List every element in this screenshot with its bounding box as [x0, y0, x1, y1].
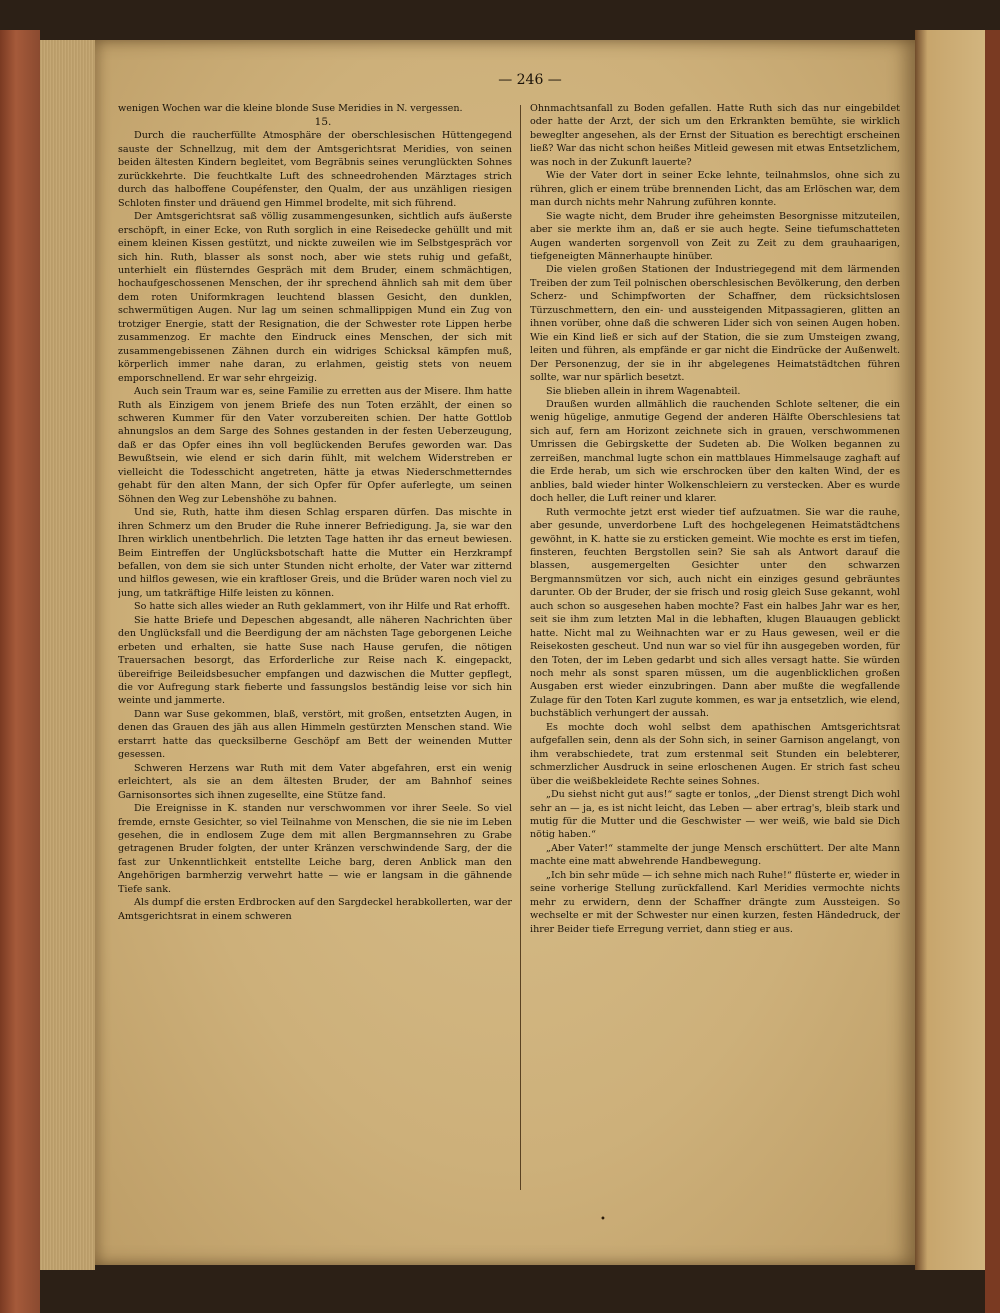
paragraph: Auch sein Traum war es, seine Familie zu erretten aus der Misere. Ihm hatte Ruth als Einzigem von jenem Briefe des nun Toten erzählt, der einen so schweren Kummer für den Vater vorzubereiten schien. Der hatte Gottlob ahnungslos an dem Sarge des Sohnes gestanden in der festen Ueberzeugung, daß er das Opfer eines ihn voll beglückenden Berufes geworden war. Das Bewußtsein, wie elend er sich darin fühlt, mit welchem Widerstreben er vielleicht die Todesschicht angetreten, hätte ja etwas Niederschmetterndes gehabt für den alten Mann, der sich Opfer für Opfer auferlegte, um seinen Söhnen den Weg zur Lebenshöhe zu bahnen. [118, 386, 512, 505]
paragraph: „Du siehst nicht gut aus!“ sagte er tonlos, „der Dienst strengt Dich wohl sehr an — ja, es ist nicht leicht, das Leben — aber ertrag's, bleib stark und mutig für die Mutter und die Geschwister — wer weiß, wie bald sie Dich nötig haben.“ [530, 789, 900, 841]
paragraph: Die vielen großen Stationen der Industriegegend mit dem lärmenden Treiben der zum Teil polnischen oberschlesischen Bevölkerung, den derben Scherz- und Schimpfworten der Schaffner, dem rücksichtslosen Türzuschmettern, den ein- und aussteigenden Mitpassagieren, glitten an ihnen vorüber, ohne daß die schweren Lider sich von seinen Augen hoben. Wie ein Kind ließ er sich auf der Station, die sie zum Umsteigen zwang, leiten und führen, als empfände er gar nicht die Eindrücke der Außenwelt. Der Personenzug, der sie in ihr abgelegenes Heimatstädtchen führen sollte, war nur spärlich besetzt. [530, 264, 900, 384]
paragraph: Wie der Vater dort in seiner Ecke lehnte, teilnahmslos, ohne sich zu rühren, glich er einem trübe brennenden Licht, das am Erlöschen war, dem man durch nichts mehr Nahrung zuführen konnte. [530, 170, 900, 209]
paragraph: Es mochte doch wohl selbst dem apathischen Amtsgerichtsrat aufgefallen sein, denn als der Sohn sich, in seiner Garnison angelangt, von ihm verabschiedete, trat zum erstenmal seit Stunden ein belebterer, schmerzlicher Ausdruck in seine erloschenen Augen. Er strich fast scheu über die weißbekleidete Rechte seines Sohnes. [530, 721, 900, 787]
paragraph: Ruth vermochte jetzt erst wieder tief aufzuatmen. Sie war die rauhe, aber gesunde, unverdorbene Luft des hochgelegenen Heimatstädtchens gewöhnt, in K. hatte sie zu ersticken gemeint. Wie mochte es erst im tiefen, finsteren, feuchten Bergstollen sein? Sie sah als Antwort darauf die blassen, ausgemergelten Gesichter unter den schwarzen Bergmannsmützen vor sich, auch nicht ein einziges gesund gebräuntes darunter. Ob der Bruder, der sie frisch und rosig gleich Suse gekannt, wohl auch schon so ausgesehen haben mochte? Fast ein halbes Jahr war es her, seit sie ihm zum letzten Mal in die lebhaften, klugen Blauaugen geblickt hatte. Nicht mal zu Weihnachten war er zu Haus gewesen, weil er die Reisekosten gescheut. Und nun war so viel für ihn ausgegeben worden, für den Toten, der im Leben gedarbt und sich alles versagt hatte. Sie würden noch mehr als sonst sparen müssen, um die augenblicklichen großen Ausgaben erst wieder einzubringen. Dann aber mußte die wegfallende Zulage für den Toten Karl zugute kommen, es war ja entsetzlich, wie elend, buchstäblich verhungert der aussah. [530, 506, 900, 720]
book-cover-left-edge [0, 30, 40, 1313]
text-column-right [530, 102, 900, 1212]
paragraph: „Ich bin sehr müde — ich sehne mich nach Ruhe!“ flüsterte er, wieder in seine vorherige Stellung zurückfallend. Karl Meridies vermochte nichts mehr zu erwidern, denn der Schaffner drängte zum Aussteigen. So wechselte er mit der Schwester nur einen kurzen, festen Händedruck, der ihrer Beider tiefe Erregung verriet, dann stieg er aus. [530, 869, 900, 935]
column-opening-text: wenigen Wochen war die kleine blonde Suse Meridies in N. vergessen. [118, 103, 463, 114]
adjacent-page-strip [915, 30, 985, 1270]
paragraph: Durch die raucherfüllte Atmosphäre der oberschlesischen Hüttengegend sauste der Schnellzug, mit dem der Amtsgerichtsrat Meridies, von seinen beiden ältesten Kindern begleitet, vom Begräbnis seines verunglückten Sohnes zurückkehrte. Die feuchtkalte Luft des schneedrohenden Märztages strich durch das halboffene Coupéfenster, den Qualm, der aus unzähligen riesigen Schloten finster und dräuend gen Himmel brodelte, mit sich führend. [118, 130, 512, 209]
paragraph: Als dumpf die ersten Erdbrocken auf den Sargdeckel herabkollerten, war der Amtsgerichtsrat in einem schweren [118, 897, 512, 922]
paragraph: Dann war Suse gekommen, blaß, verstört, mit großen, entsetzten Augen, in denen das Grauen des jäh aus allen Himmeln gestürzten Menschen stand. Wie erstarrt hatte das quecksilberne Geschöpf am Bett der weinenden Mutter gesessen. [118, 708, 512, 761]
paragraph: Der Amtsgerichtsrat saß völlig zusammengesunken, sichtlich aufs äußerste erschöpft, in einer Ecke, von Ruth sorglich in eine Reisedecke gehüllt und mit einem kleinen Kissen gestützt, und nickte zuweilen wie im Selbstgespräch vor sich hin. Ruth, blasser als sonst noch, aber wie stets ruhig und gefaßt, unterhielt ein flüsterndes Gespräch mit dem Bruder, einem schmächtigen, hochaufgeschossenen Menschen, der ihr sprechend ähnlich sah mit dem über dem roten Uniformkragen leuchtend blassen Gesicht, den dunklen, schwermütigen Augen. Nur lag um seinen schmallippigen Mund ein Zug von trotziger Energie, statt der Resignation, die der Schwester rote Lippen herbe zusammenzog. Er machte den Eindruck eines Menschen, der sich mit zusammengebissenen Zähnen durch ein widriges Schicksal kämpfen muß, körperlich immer nahe daran, zu erlahmen, geistig stets von neuem emporschnellend. Er war sehr ehrgeizig. [118, 211, 512, 384]
text-column-left [118, 102, 512, 1212]
column-divider [520, 105, 521, 1190]
page-number: — 246 — [498, 72, 562, 88]
paragraph: Und sie, Ruth, hatte ihm diesen Schlag ersparen dürfen. Das mischte in ihren Schmerz um den Bruder die Ruhe innerer Befriedigung. Ja, sie war den Ihren wirklich unentbehrlich. Die letzten Tage hatten ihr das erneut bewiesen. Beim Eintreffen der Unglücksbotschaft hatte die Mutter ein Herzkrampf befallen, von dem sie sich unter Stunden nicht erholte, der Vater war zitternd und hilflos gewesen, wie ein kraftloser Greis, und die Brüder waren noch viel zu jung, um tatkräftige Hilfe leisten zu können. [118, 507, 512, 599]
paragraph: So hatte sich alles wieder an Ruth geklammert, von ihr Hilfe und Rat erhofft. [134, 601, 511, 613]
column-opening-text: Ohnmachtsanfall zu Boden gefallen. Hatte Ruth sich das nur eingebildet oder hatte der Arzt, der sich um den Erkrankten bemühte, sie wirklich beweglter angesehen, als der Ernst der Situation es berechtigt erscheinen ließ? War das nicht schon heißes Mitleid gewesen mit etwas Entsetzlichem, was noch in der Zukunft lauerte? [530, 103, 900, 168]
paragraph: Sie hatte Briefe und Depeschen abgesandt, alle näheren Nachrichten über den Unglücksfall und die Beerdigung der am nächsten Tage geborgenen Leiche erbeten und erhalten, sie hatte Suse nach Hause gerufen, die nötigen Trauersachen besorgt, das Erforderliche zur Reise nach K. eingepackt, übereifrige Beileidsbesucher empfangen und dazwischen die Mutter gepflegt, die vor Aufregung stark fieberte und fassungslos beständig leise vor sich hin weinte und jammerte. [118, 614, 512, 707]
paragraph: „Aber Vater!“ stammelte der junge Mensch erschüttert. Der alte Mann machte eine matt abwehrende Handbewegung. [530, 842, 900, 868]
ornament-dot: • [600, 1214, 606, 1225]
paragraph: Die Ereignisse in K. standen nur verschwommen vor ihrer Seele. So viel fremde, ernste Gesichter, so viel Teilnahme von Menschen, die sie nie im Leben gesehen, die in endlosem Zuge dem mit allen Bergmannsehren zu Grabe getragenen Bruder folgten, der unter Kränzen verschwindende Sarg, der die fast zur Unkenntlichkeit entstellte Leiche barg, deren Anblick man den Angehörigen barmherzig verwehrt hatte — wie er langsam in die gähnende Tiefe sank. [118, 803, 512, 895]
paragraph: Sie wagte nicht, dem Bruder ihre geheimsten Besorgnisse mitzuteilen, aber sie merkte ihm an, daß er sie auch hegte. Seine tiefumschatteten Augen wanderten sorgenvoll von Zeit zu Zeit zu dem grauhaarigen, tiefgeneigten Männerhaupte hinüber. [530, 210, 900, 262]
paragraph: Schweren Herzens war Ruth mit dem Vater abgefahren, erst ein wenig erleichtert, als sie an dem ältesten Bruder, der am Bahnhof seines Garnisonsortes sich ihnen zugesellte, eine Stütze fand. [118, 762, 512, 801]
book-cover-right-edge [985, 30, 1000, 1313]
paragraph: Draußen wurden allmählich die rauchenden Schlote seltener, die ein wenig hügelige, anmutige Gegend der anderen Hälfte Oberschlesiens tat sich auf, fern am Horizont zeichnete sich in grauen, verschwommenen Umrissen die Gebirgskette der Sudeten ab. Die Wolken begannen zu zerreißen, manchmal lugte schon ein mattblaues Himmelsauge zaghaft auf die Erde herab, um sich wie erschrocken über den kalten Wind, der es anblies, bald wieder hinter Wolkenschleiern zu verstecken. Aber es wurde doch heller, die Luft reiner und klarer. [530, 398, 900, 505]
chapter-number: 15. [314, 116, 332, 129]
paragraph: Sie blieben allein in ihrem Wagenabteil. [546, 385, 741, 397]
page-edges-left [40, 40, 95, 1270]
